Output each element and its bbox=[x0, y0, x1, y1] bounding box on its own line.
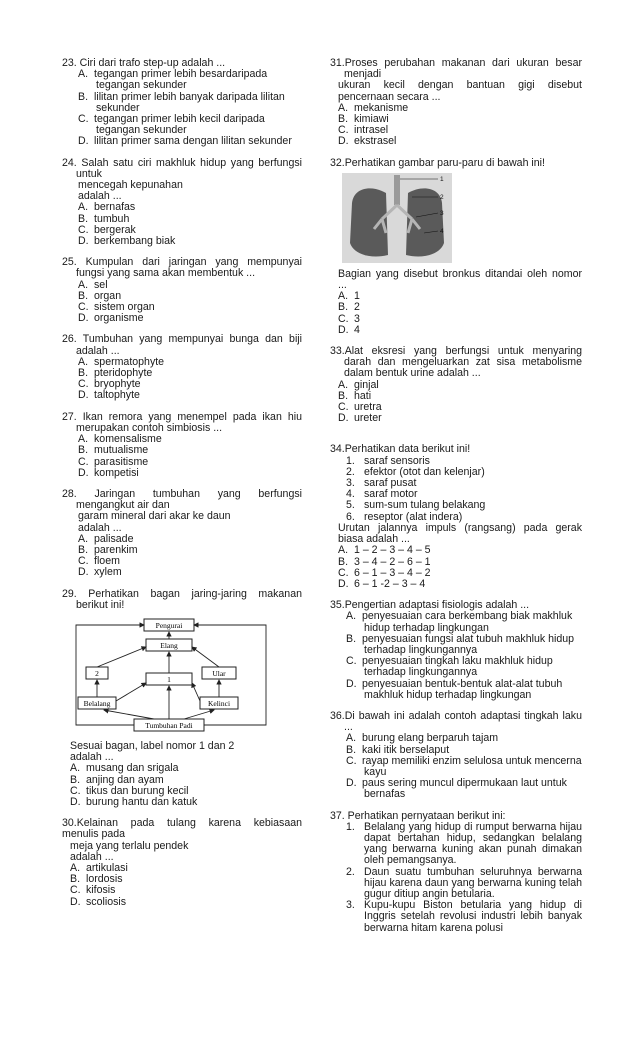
option-b[interactable]: B. 2 bbox=[338, 301, 360, 314]
question-stem: 31.Proses perubahan makanan dari ukuran besar menjadi bbox=[330, 57, 582, 81]
question-23 bbox=[62, 58, 302, 148]
question-36 bbox=[330, 711, 582, 801]
question-stem: 36.Di bawah ini adalah contoh adaptasi tingkah laku ... bbox=[330, 709, 582, 734]
question-30 bbox=[62, 818, 302, 908]
option-c[interactable]: C. floem bbox=[78, 555, 120, 568]
option-b[interactable]: B. parenkim bbox=[78, 543, 138, 556]
question-stem-cont: adalah ... bbox=[70, 850, 114, 863]
node-ular: Ular bbox=[212, 668, 226, 678]
question-27 bbox=[62, 412, 302, 479]
question-stem-cont: adalah ... bbox=[78, 521, 122, 534]
option-d[interactable]: D. 4 bbox=[338, 323, 360, 336]
lung-label-3: 3 bbox=[440, 209, 444, 217]
option-b[interactable]: B. kaki itik berselaput bbox=[346, 743, 450, 756]
node-1: 1 bbox=[167, 674, 171, 684]
option-d[interactable]: D. burung hantu dan katuk bbox=[70, 795, 198, 808]
option-b[interactable]: B. hati bbox=[338, 389, 372, 402]
lung-label-4: 4 bbox=[440, 227, 444, 235]
food-web-diagram bbox=[74, 615, 274, 735]
question-stem: 34.Perhatikan data berikut ini! bbox=[330, 443, 471, 456]
question-stem: 27. Ikan remora yang menempel pada ikan hiu merupakan contoh simbiosis ... bbox=[62, 410, 302, 434]
data-item-2: 2. efektor (otot dan kelenjar) bbox=[346, 465, 485, 478]
option-c[interactable]: C. bryophyte bbox=[78, 378, 141, 391]
question-stem: 33.Alat eksresi yang berfungsi untuk menyaring darah dan mengeluarkan zat sisa metabolisme dalam bentuk urine adalah ... bbox=[330, 345, 582, 380]
statement-3: 3. Kupu-kupu Biston betularia yang hidup di Inggris setelah revolusi industri lebih banyak berwarna hitam karena polusi bbox=[346, 899, 582, 934]
question-stem: 28. Jaringan tumbuhan yang berfungsi mengangkut air dan bbox=[62, 487, 302, 512]
question-prompt-cont: adalah ... bbox=[70, 751, 114, 764]
option-a[interactable]: A. penyesuaian cara berkembang biak makhluk hidup terhadap lingkungan bbox=[346, 610, 573, 634]
node-belalang: Belalang bbox=[83, 698, 111, 708]
option-b[interactable]: B. lilitan primer lebih banyak daripada lilitan sekunder bbox=[78, 90, 285, 114]
option-b[interactable]: B. mutualisme bbox=[78, 444, 149, 457]
option-b[interactable]: B. kimiawi bbox=[338, 113, 389, 126]
option-d[interactable]: D. scoliosis bbox=[70, 895, 127, 908]
option-a[interactable]: A. 1 – 2 – 3 – 4 – 5 bbox=[338, 544, 431, 557]
question-stem: 30.Kelainan pada tulang karena kebiasaan menulis pada bbox=[62, 817, 302, 841]
option-d[interactable]: D. paus sering muncul dipermukaan laut untuk bernafas bbox=[346, 777, 567, 801]
option-b[interactable]: B. organ bbox=[78, 289, 122, 302]
lung-label-1: 1 bbox=[440, 175, 444, 183]
option-d[interactable]: D. 6 – 1 -2 – 3 – 4 bbox=[338, 577, 426, 590]
option-c[interactable]: C. bergerak bbox=[78, 223, 136, 236]
option-a[interactable]: A. tegangan primer lebih besardaripada tegangan sekunder bbox=[78, 68, 268, 92]
option-d[interactable]: D. lilitan primer sama dengan lilitan sekunder bbox=[78, 135, 292, 148]
question-stem-cont: garam mineral dari akar ke daun bbox=[78, 510, 231, 523]
question-26 bbox=[62, 334, 302, 401]
option-a[interactable]: A. bernafas bbox=[78, 201, 136, 214]
question-prompt: Bagian yang disebut bronkus ditandai oleh nomor ... bbox=[338, 267, 582, 292]
statement-1: 1. Belalang yang hidup di rumput berwarna hijau dapat bertahan hidup, sedangkan belalang yang berwarna kuning akan punah dimakan oleh pemangsanya. bbox=[346, 820, 582, 867]
option-c[interactable]: C. uretra bbox=[338, 401, 382, 414]
option-c[interactable]: C. kifosis bbox=[70, 884, 116, 897]
option-a[interactable]: A. artikulasi bbox=[70, 861, 128, 874]
option-d[interactable]: D. berkembang biak bbox=[78, 235, 176, 248]
option-d[interactable]: D. ureter bbox=[338, 412, 382, 425]
option-c[interactable]: C. penyesuaian tingkah laku makhluk hidup terhadap lingkungannya bbox=[346, 655, 553, 679]
question-stem: 32.Perhatikan gambar paru-paru di bawah ini! bbox=[330, 156, 545, 169]
option-a[interactable]: A. burung elang berparuh tajam bbox=[346, 732, 499, 745]
question-33 bbox=[330, 346, 582, 424]
trachea-shape bbox=[394, 175, 400, 205]
question-31 bbox=[330, 58, 582, 148]
question-stem-cont: meja yang terlalu pendek bbox=[70, 839, 189, 852]
question-stem: 23. Ciri dari trafo step-up adalah ... bbox=[62, 57, 226, 69]
option-c[interactable]: C. sistem organ bbox=[78, 301, 155, 314]
option-b[interactable]: B. 3 – 4 – 2 – 6 – 1 bbox=[338, 555, 431, 568]
option-c[interactable]: C. tegangan primer lebih kecil daripada tegangan sekunder bbox=[78, 113, 265, 137]
question-stem-cont: ukuran kecil dengan bantuan gigi disebut pencernaan secara ... bbox=[338, 79, 582, 103]
option-d[interactable]: D. xylem bbox=[78, 566, 122, 579]
data-item-6: 6. reseptor (alat indera) bbox=[346, 510, 463, 523]
option-a[interactable]: A. palisade bbox=[78, 532, 134, 545]
question-25 bbox=[62, 257, 302, 324]
option-c[interactable]: C. 6 – 1 – 3 – 4 – 2 bbox=[338, 566, 431, 579]
option-d[interactable]: D. penyesuaian bentuk-bentuk alat-alat tubuh makhluk hidup terhadap lingkungan bbox=[346, 677, 563, 701]
option-a[interactable]: A. mekanisme bbox=[338, 101, 409, 114]
option-c[interactable]: C. intrasel bbox=[338, 124, 389, 137]
question-28 bbox=[62, 489, 302, 579]
lung-figure bbox=[342, 173, 452, 263]
option-c[interactable]: C. rayap memiliki enzim selulosa untuk mencerna kayu bbox=[346, 754, 582, 778]
option-b[interactable]: B. penyesuaian fungsi alat tubuh makhluk hidup terhadap lingkungannya bbox=[346, 632, 575, 656]
option-c[interactable]: C. 3 bbox=[338, 312, 360, 325]
option-d[interactable]: D. organisme bbox=[78, 312, 144, 325]
option-a[interactable]: A. spermatophyte bbox=[78, 355, 165, 368]
question-29 bbox=[62, 589, 302, 809]
option-b[interactable]: B. anjing dan ayam bbox=[70, 773, 164, 786]
right-column bbox=[330, 58, 582, 944]
left-column bbox=[62, 58, 302, 918]
question-32 bbox=[330, 158, 582, 336]
question-prompt: Sesuai bagan, label nomor 1 dan 2 bbox=[70, 739, 235, 752]
option-b[interactable]: B. tumbuh bbox=[78, 212, 130, 225]
option-d[interactable]: D. ekstrasel bbox=[338, 135, 397, 148]
question-34 bbox=[330, 444, 582, 590]
question-stem: 35.Pengertian adaptasi fisiologis adalah ... bbox=[330, 599, 530, 612]
option-d[interactable]: D. kompetisi bbox=[78, 466, 139, 479]
option-c[interactable]: C. tikus dan burung kecil bbox=[70, 784, 189, 797]
question-prompt: Urutan jalannya impuls (rangsang) pada gerak biasa adalah ... bbox=[338, 521, 582, 546]
option-a[interactable]: A. sel bbox=[78, 278, 108, 291]
data-item-5: 5. sum-sum tulang belakang bbox=[346, 499, 486, 512]
option-a[interactable]: A. ginjal bbox=[338, 378, 379, 391]
lung-svg bbox=[342, 173, 452, 263]
question-stem: 26. Tumbuhan yang mempunyai bunga dan biji adalah ... bbox=[62, 333, 302, 357]
node-pengurai: Pengurai bbox=[155, 620, 183, 630]
node-2: 2 bbox=[95, 668, 99, 678]
statement-2: 2. Daun suatu tumbuhan seluruhnya berwarna hijau karena daun yang berwarna kuning telah gugur ditiup angin betularia. bbox=[346, 865, 582, 900]
question-stem: 25. Kumpulan dari jaringan yang mempunyai fungsi yang sama akan membentuk ... bbox=[62, 256, 302, 280]
question-24 bbox=[62, 158, 302, 248]
data-item-4: 4. saraf motor bbox=[346, 488, 418, 501]
question-stem: 29. Perhatikan bagan jaring-jaring makanan berikut ini! bbox=[62, 587, 302, 611]
question-35 bbox=[330, 600, 582, 701]
question-37 bbox=[330, 811, 582, 934]
option-d[interactable]: D. taltophyte bbox=[78, 389, 140, 402]
option-a[interactable]: A. komensalisme bbox=[78, 433, 162, 446]
lung-label-2: 2 bbox=[440, 193, 444, 201]
option-a[interactable]: A. musang dan srigala bbox=[70, 762, 179, 775]
food-web-svg bbox=[74, 615, 274, 735]
question-stem: 37. Perhatikan pernyataan berikut ini: bbox=[330, 809, 506, 822]
option-a[interactable]: A. 1 bbox=[338, 290, 360, 303]
node-kelinci: Kelinci bbox=[207, 698, 231, 708]
data-item-1: 1. saraf sensoris bbox=[346, 454, 430, 467]
node-elang: Elang bbox=[160, 640, 178, 650]
question-stem-cont: adalah ... bbox=[78, 190, 122, 203]
option-b[interactable]: B. pteridophyte bbox=[78, 367, 153, 380]
option-c[interactable]: C. parasitisme bbox=[78, 455, 149, 468]
option-b[interactable]: B. lordosis bbox=[70, 873, 123, 886]
node-padi: Tumbuhan Padi bbox=[145, 720, 193, 730]
question-stem: 24. Salah satu ciri makhluk hidup yang berfungsi untuk bbox=[62, 156, 302, 180]
question-stem-cont: mencegah kepunahan bbox=[78, 179, 183, 192]
data-item-3: 3. saraf pusat bbox=[346, 477, 417, 490]
